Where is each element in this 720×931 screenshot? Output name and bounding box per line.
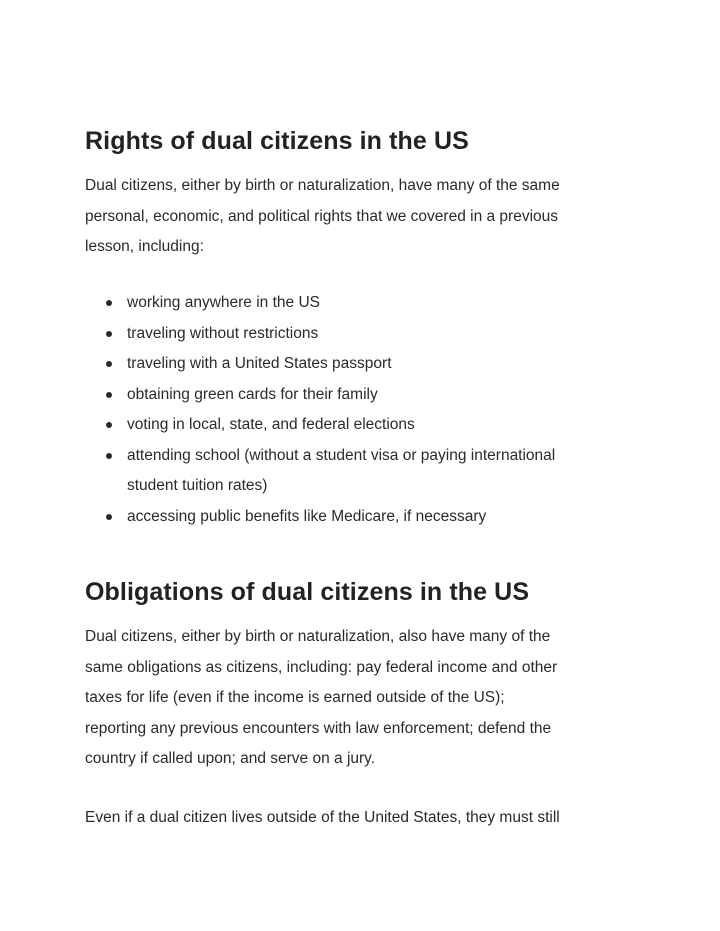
rights-bullet-list: [85, 288, 645, 532]
list-item-text: traveling with a United States passport: [127, 355, 392, 372]
paragraph-line: Even if a dual citizen lives outside of the United States, they must still: [85, 809, 560, 826]
list-item: [85, 349, 645, 380]
paragraph-line: same obligations as citizens, including: pay federal income and other: [85, 658, 558, 676]
bullet-icon: [106, 331, 112, 337]
bullet-icon: [106, 422, 112, 428]
list-item: [85, 441, 645, 502]
paragraph-line: country if called upon; and serve on a jury.: [85, 750, 376, 767]
paragraph-line: personal, economic, and political rights that we covered in a previous: [85, 207, 559, 225]
list-item: [85, 502, 645, 533]
rights-heading: Rights of dual citizens in the US: [85, 127, 469, 155]
continuation-paragraph: [85, 803, 645, 834]
rights-intro-paragraph: [85, 171, 645, 263]
bullet-icon: [106, 392, 112, 398]
bullet-icon: [106, 453, 112, 459]
list-item-text: attending school (without a student visa or paying international: [127, 446, 556, 464]
list-item: [85, 410, 645, 441]
bullet-icon: [106, 361, 112, 367]
list-item-text: traveling without restrictions: [127, 324, 319, 342]
paragraph-line: Dual citizens, either by birth or naturalization, have many of the same: [85, 177, 560, 194]
bullet-icon: [106, 514, 112, 520]
list-item-text: voting in local, state, and federal elections: [127, 416, 415, 433]
list-item-text: obtaining green cards for their family: [127, 385, 378, 403]
list-item-text: student tuition rates): [127, 477, 268, 494]
paragraph-line: reporting any previous encounters with law enforcement; defend the: [85, 719, 552, 737]
list-item-text: working anywhere in the US: [127, 294, 320, 311]
paragraph-line: lesson, including:: [85, 238, 204, 255]
list-item: [85, 380, 645, 411]
paragraph-line: taxes for life (even if the income is earned outside of the US);: [85, 689, 505, 706]
paragraph-line: Dual citizens, either by birth or naturalization, also have many of the: [85, 628, 551, 645]
list-item-text: accessing public benefits like Medicare, if necessary: [127, 507, 487, 525]
obligations-heading: Obligations of dual citizens in the US: [85, 578, 530, 606]
list-item: [85, 288, 645, 319]
obligations-paragraph: [85, 622, 645, 775]
bullet-icon: [106, 300, 112, 306]
list-item: [85, 319, 645, 350]
